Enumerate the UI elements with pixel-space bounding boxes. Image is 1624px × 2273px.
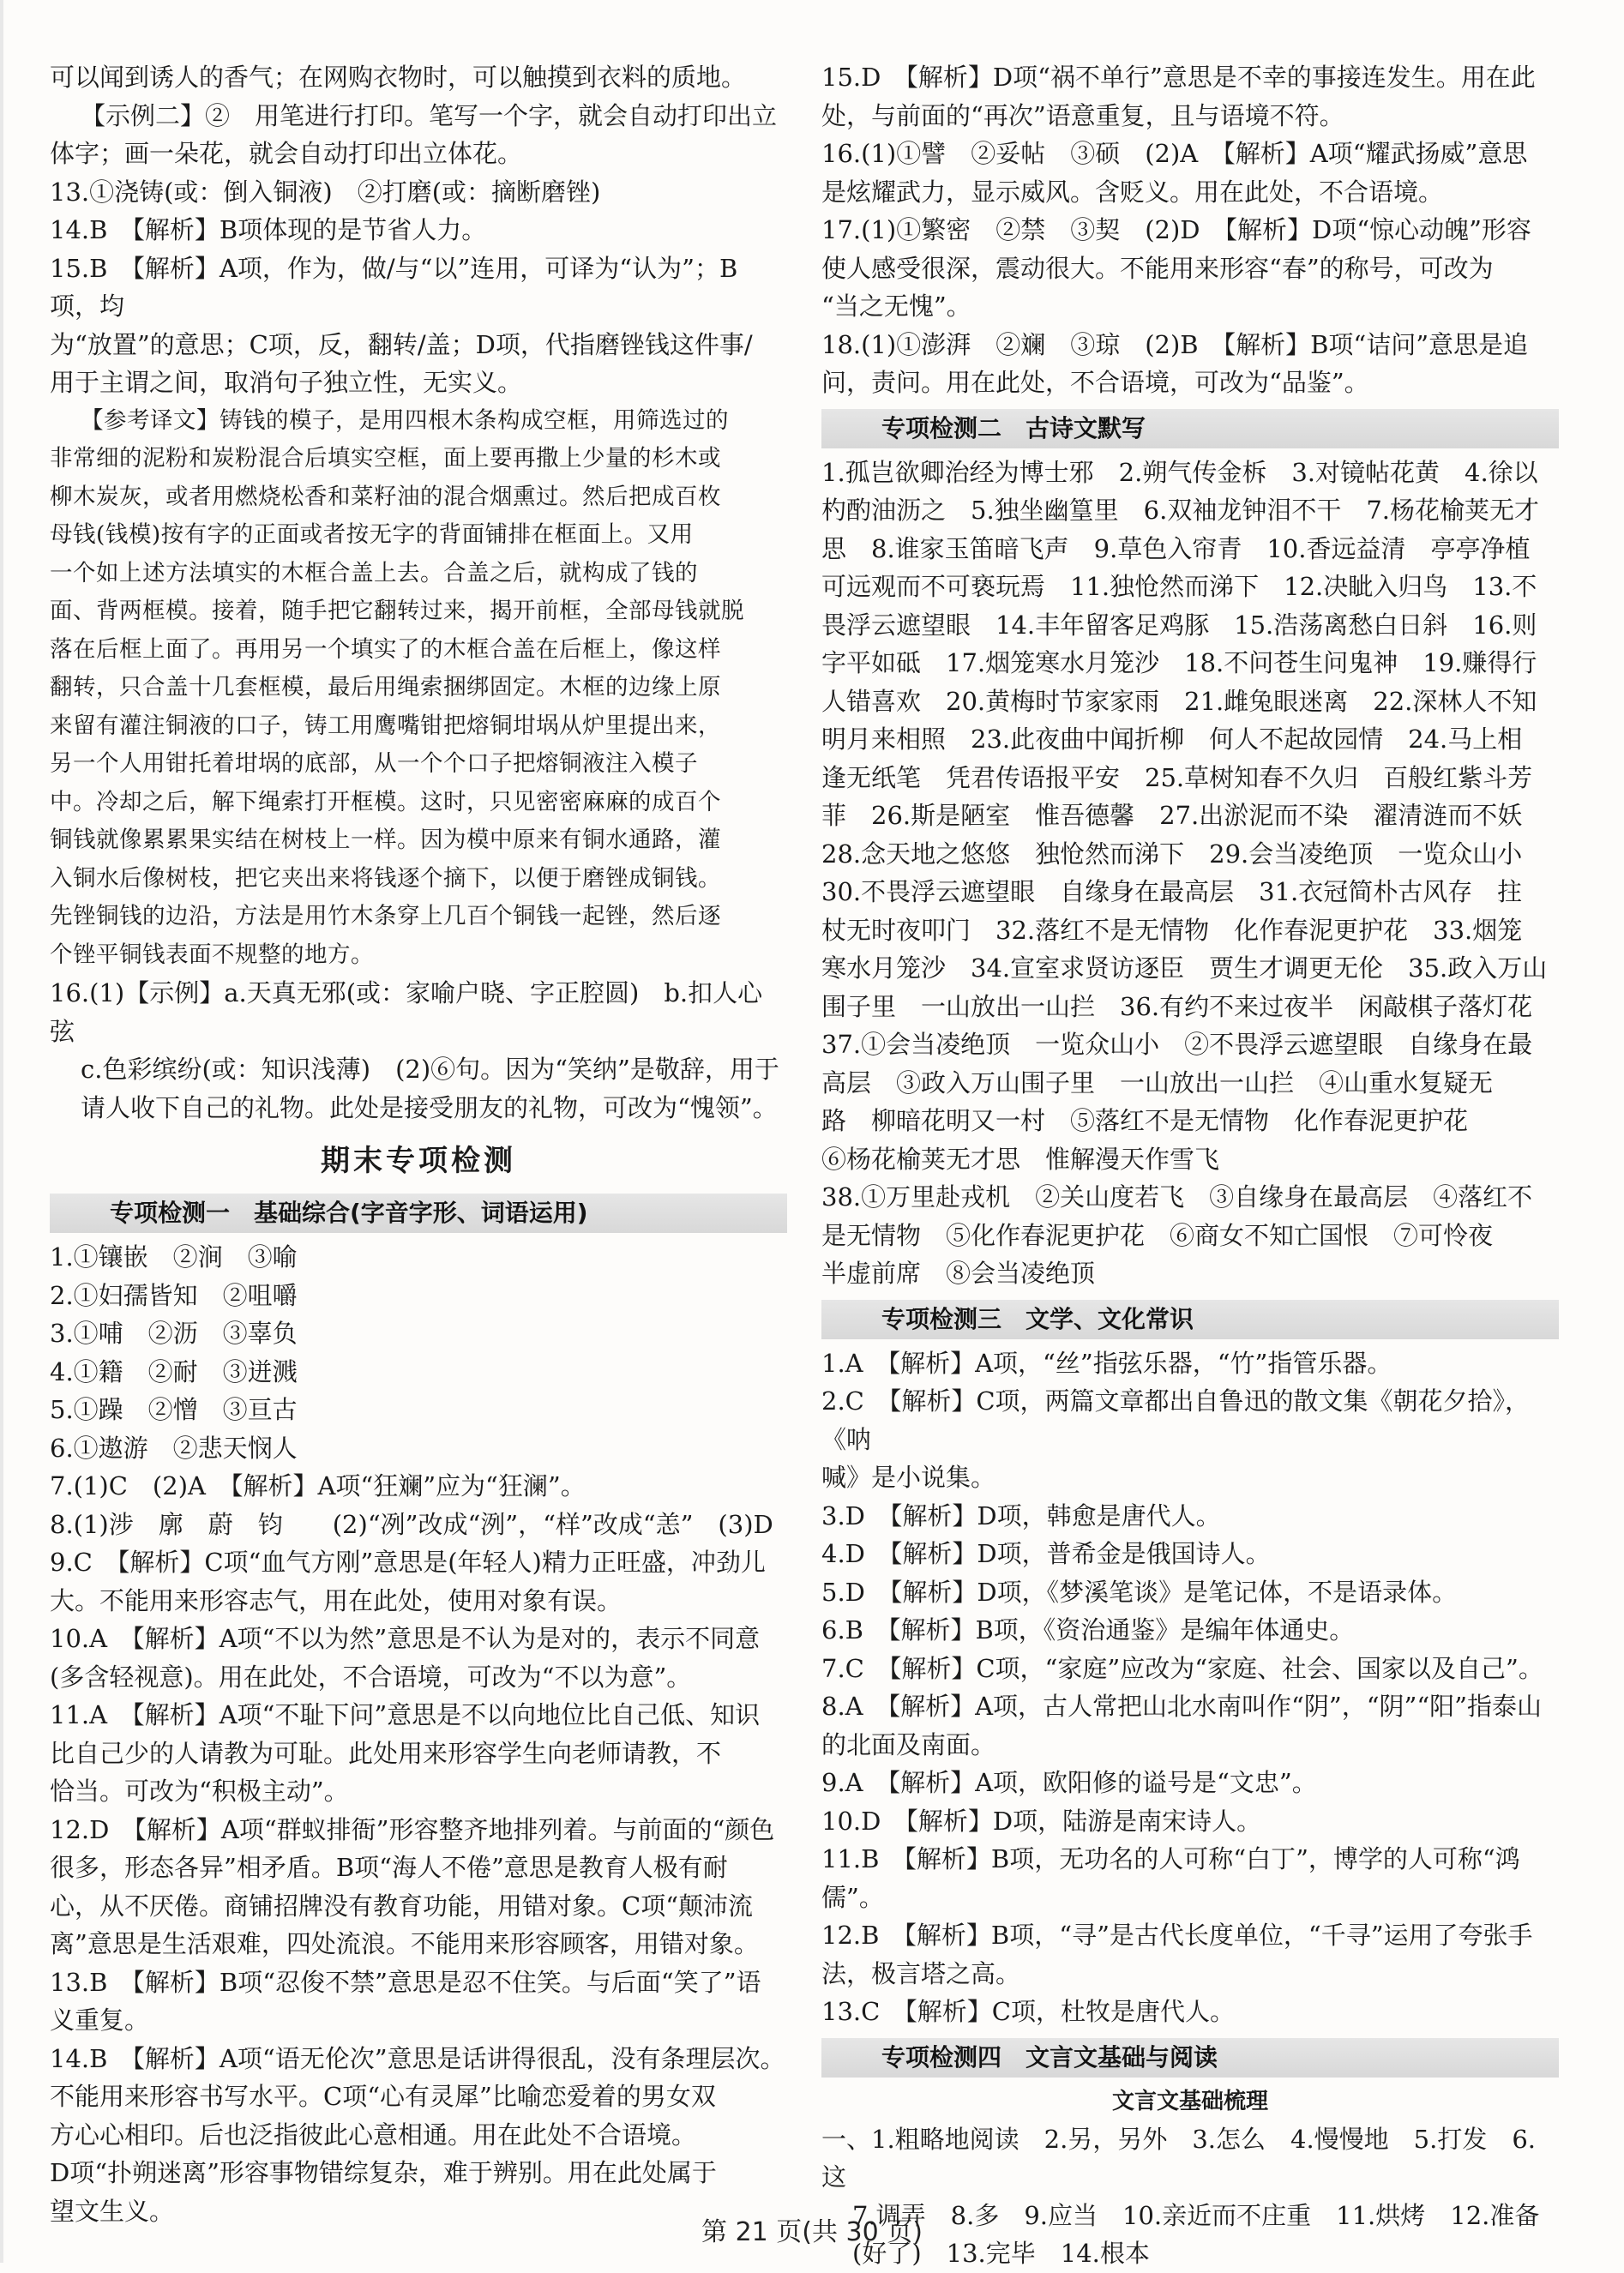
text-line: 请人收下自己的礼物。此处是接受朋友的礼物，可改为“愧领”。 bbox=[81, 1092, 778, 1122]
text-line: 一个如上述方法填实的木框合盖上去。合盖之后，就构成了钱的 bbox=[50, 559, 698, 586]
text-line: 17.(1)①繁密 ②禁 ③契 (2)D 【解析】D项“惊心动魄”形容 bbox=[821, 215, 1531, 244]
text-line: 杖无时夜叩门 32.落红不是无情物 化作春泥更护花 33.烟笼 bbox=[821, 915, 1523, 945]
text-line: “当之无愧”。 bbox=[821, 292, 971, 321]
text-line: (好了) 13.完毕 14.根本 bbox=[852, 2239, 1150, 2268]
text-line: 个锉平铜钱表面不规整的地方。 bbox=[50, 941, 374, 968]
section-bar-4: 专项检测四 文言文基础与阅读 bbox=[821, 2038, 1559, 2078]
text-line: 围子里 一山放出一山拦 36.有约不来过夜半 闲敲棋子落灯花 bbox=[821, 991, 1533, 1021]
left-answers-part2 bbox=[50, 1238, 787, 2230]
text-line: 很多，形态各异”相矛盾。B项“海人不倦”意思是教育人极有耐 bbox=[50, 1853, 728, 1882]
right-answers-part2 bbox=[821, 454, 1559, 1293]
text-line: 来留有灌注铜液的口子，铸工用鹰嘴钳把熔铜坩埚从炉里提出来， bbox=[50, 712, 721, 739]
text-line: 9.A 【解析】A项，欧阳修的谥号是“文忠”。 bbox=[821, 1768, 1317, 1797]
text-line: 18.(1)①澎湃 ②斓 ③琼 (2)B 【解析】B项“诘问”意思是追 bbox=[821, 329, 1529, 359]
text-line: 另一个人用钳托着坩埚的底部，从一个个口子把熔铜液注入模子 bbox=[50, 750, 698, 777]
text-line: 6.B 【解析】B项，《资治通鉴》是编年体通史。 bbox=[821, 1615, 1355, 1645]
text-line: 问，责问。用在此处，不合语境，可改为“品鉴”。 bbox=[821, 368, 1369, 397]
right-answers-part4 bbox=[821, 2120, 1559, 2273]
text-line: 13.C 【解析】C项，杜牧是唐代人。 bbox=[821, 1997, 1235, 2026]
text-line: 离”意思是生活艰难，四处流浪。不能用来形容顾客，用错对象。 bbox=[50, 1929, 759, 1958]
text-line: 面、背两框模。接着，随手把它翻转过来，揭开前框，全部母钱就脱 bbox=[50, 598, 744, 624]
text-line: 路 柳暗花明又一村 ⑤落红不是无情物 化作春泥更护花 bbox=[821, 1106, 1469, 1135]
page-footer: 第 21 页(共 30 页) bbox=[701, 2217, 923, 2247]
text-line: 28.念天地之悠悠 独怆然而涕下 29.会当凌绝顶 一览众山小 bbox=[821, 839, 1523, 869]
left-column bbox=[50, 58, 787, 2230]
text-line: 30.不畏浮云遮望眼 自缘身在最高层 31.衣冠简朴古风存 拄 bbox=[821, 877, 1523, 906]
text-line: 望文生义。 bbox=[50, 2196, 175, 2226]
text-line: 16.(1)①譬 ②妥帖 ③硕 (2)A 【解析】A项“耀武扬威”意思 bbox=[821, 139, 1528, 168]
text-line: D项“扑朔迷离”形容事物错综复杂，难于辨别。用在此处属于 bbox=[50, 2158, 717, 2187]
text-line: 翻转，只合盖十几套框模，最后用绳索捆绑固定。木框的边缘上原 bbox=[50, 674, 721, 701]
text-line: 【参考译文】铸钱的模子，是用四根木条构成空框，用筛选过的 bbox=[81, 406, 729, 434]
text-line: 柳木炭灰，或者用燃烧松香和菜籽油的混合烟熏过。然后把成百枚 bbox=[50, 483, 721, 510]
text-line: 3.D 【解析】D项，韩愈是唐代人。 bbox=[821, 1500, 1221, 1530]
text-line: 可远观而不可亵玩焉 11.独怆然而涕下 12.决眦入归鸟 13.不 bbox=[821, 572, 1537, 601]
text-line: 一、1.粗略地阅读 2.另，另外 3.怎么 4.慢慢地 5.打发 6.这 bbox=[821, 2124, 1537, 2192]
text-line: 人错喜欢 20.黄梅时节家家雨 21.雌兔眼迷离 22.深林人不知 bbox=[821, 686, 1537, 716]
text-line: 10.A 【解析】A项“不以为然”意思是不认为是对的，表示不同意 bbox=[50, 1624, 761, 1653]
text-line: 8.A 【解析】A项，古人常把山北水南叫作“阴”，“阴”“阳”指泰山 bbox=[821, 1692, 1543, 1721]
text-line: 7.调弄 8.多 9.应当 10.亲近而不庄重 11.烘烤 12.准备 bbox=[852, 2200, 1540, 2230]
text-line: 杓酌油沥之 5.独坐幽篁里 6.双袖龙钟泪不干 7.杨花榆荚无才 bbox=[821, 496, 1540, 525]
text-line: 非常细的泥粉和炭粉混合后填实空框，面上要再撒上少量的杉木或 bbox=[50, 445, 721, 472]
section-bar-3: 专项检测三 文学、文化常识 bbox=[821, 1300, 1559, 1339]
text-line: 思 8.谁家玉笛暗飞声 9.草色入帘青 10.香远益清 亭亭净植 bbox=[821, 533, 1531, 563]
text-line: ⑥杨花榆荚无才思 惟解漫天作雪飞 bbox=[821, 1144, 1220, 1174]
text-line: 落在后框上面了。再用另一个填实了的木框合盖在后框上，像这样 bbox=[50, 635, 721, 663]
text-line: 6.①遨游 ②悲天悯人 bbox=[50, 1433, 298, 1463]
text-line: 大。不能用来形容志气，用在此处，使用对象有误。 bbox=[50, 1585, 623, 1615]
section-bar-1: 专项检测一 基础综合(字音字形、词语运用) bbox=[50, 1194, 787, 1233]
text-line: 字平如砥 17.烟笼寒水月笼沙 18.不问苍生问鬼神 19.赚得行 bbox=[821, 648, 1537, 677]
text-line: 心，从不厌倦。商铺招牌没有教育功能，用错对象。C项“颠沛流 bbox=[50, 1891, 754, 1921]
text-line: 方心心相印。后也泛指彼此心意相通。用在此处不合语境。 bbox=[50, 2120, 697, 2150]
text-line: 高层 ③政入万山围子里 一山放出一山拦 ④山重水复疑无 bbox=[821, 1067, 1494, 1097]
text-line: 中。冷却之后，解下绳索打开框模。这时，只见密密麻麻的成百个 bbox=[50, 788, 721, 815]
section-main-title: 期末专项检测 bbox=[321, 1144, 516, 1178]
text-line: 9.C 【解析】C项“血气方刚”意思是(年轻人)精力正旺盛，冲劲儿 bbox=[50, 1548, 766, 1577]
text-line: 义重复。 bbox=[50, 2005, 150, 2035]
text-line: 14.B 【解析】A项“语无伦次”意思是话讲得很乱，没有条理层次。 bbox=[50, 2043, 785, 2073]
text-line: 8.(1)涉 廓 蔚 钧 (2)“冽”改成“洌”，“样”改成“恙” (3)D bbox=[50, 1509, 773, 1539]
text-line: 11.B 【解析】B项，无功名的人可称“白丁”，博学的人可称“鸿儒”。 bbox=[821, 1844, 1520, 1912]
text-line: 1.A 【解析】A项，“丝”指弦乐器，“竹”指管乐器。 bbox=[821, 1348, 1392, 1378]
text-line: 可以闻到诱人的香气；在网购衣物时，可以触摸到衣料的质地。 bbox=[50, 63, 747, 92]
text-line: 菲 26.斯是陋室 惟吾德馨 27.出淤泥而不染 濯清涟而不妖 bbox=[821, 801, 1523, 830]
text-line: 13.①浇铸(或：倒入铜液) ②打磨(或：摘断磨锉) bbox=[50, 177, 601, 207]
text-line: 【示例二】② 用笔进行打印。笔写一个字，就会自动打印出立 bbox=[81, 100, 778, 130]
text-line: 为“放置”的意思；C项，反，翻转/盖；D项，代指磨锉钱这件事/ bbox=[50, 329, 753, 359]
text-line: 1.①镶嵌 ②涧 ③喻 bbox=[50, 1242, 298, 1272]
text-line: 恰当。可改为“积极主动”。 bbox=[50, 1777, 349, 1806]
section-bar-2: 专项检测二 古诗文默写 bbox=[821, 409, 1559, 448]
text-line: 处，与前面的“再次”语意重复，且与语境不符。 bbox=[821, 100, 1344, 130]
text-line: 4.①籍 ②耐 ③迸溅 bbox=[50, 1356, 298, 1386]
right-column bbox=[821, 58, 1559, 2273]
text-line: 12.D 【解析】A项“群蚁排衙”形容整齐地排列着。与前面的“颜色 bbox=[50, 1814, 775, 1844]
text-line: 喊》是小说集。 bbox=[821, 1463, 996, 1492]
text-line: 13.B 【解析】B项“忍俊不禁”意思是忍不住笑。与后面“笑了”语 bbox=[50, 1967, 761, 1997]
text-line: 4.D 【解析】D项，普希金是俄国诗人。 bbox=[821, 1539, 1271, 1568]
text-line: 7.C 【解析】C项，“家庭”应改为“家庭、社会、国家以及自己”。 bbox=[821, 1653, 1543, 1683]
text-line: 2.①妇孺皆知 ②咀嚼 bbox=[50, 1280, 298, 1310]
text-line: 寒水月笼沙 34.宣室求贤访逐臣 贾生才调更无伦 35.政入万山 bbox=[821, 953, 1548, 983]
text-line: 比自己少的人请教为可耻。此处用来形容学生向老师请教，不 bbox=[50, 1738, 722, 1768]
scan-edge bbox=[0, 0, 3, 2263]
text-line: 15.B 【解析】A项，作为，做/与“以”连用，可译为“认为”；B项，均 bbox=[50, 253, 738, 321]
text-line: 体字；画一朵花，就会自动打印出立体花。 bbox=[50, 139, 523, 168]
text-line: 5.①躁 ②憎 ③亘古 bbox=[50, 1395, 298, 1424]
text-line: 用于主谓之间，取消句子独立性，无实义。 bbox=[50, 368, 523, 397]
text-line: 半虚前席 ⑧会当凌绝顶 bbox=[821, 1259, 1096, 1288]
text-line: 7.(1)C (2)A 【解析】A项“狂斓”应为“狂澜”。 bbox=[50, 1471, 586, 1500]
text-line: 12.B 【解析】B项，“寻”是古代长度单位，“千寻”运用了夸张手 bbox=[821, 1921, 1533, 1950]
text-line: 逢无纸笔 凭君传语报平安 25.草树知春不久归 百般红紫斗芳 bbox=[821, 762, 1533, 792]
text-line: 明月来相照 23.此夜曲中闻折柳 何人不起故园情 24.马上相 bbox=[821, 725, 1523, 754]
text-line: c.色彩缤纷(或：知识浅薄) (2)⑥句。因为“笑纳”是敬辞，用于 bbox=[81, 1055, 779, 1084]
text-line: 先锉铜钱的边沿，方法是用竹木条穿上几百个铜钱一起锉，然后逐 bbox=[50, 903, 721, 929]
text-line: 是无情物 ⑤化作春泥更护花 ⑥商女不知亡国恨 ⑦可怜夜 bbox=[821, 1220, 1494, 1250]
text-line: 38.①万里赴戎机 ②关山度若飞 ③自缘身在最高层 ④落红不 bbox=[821, 1182, 1533, 1212]
text-line: 16.(1)【示例】a.天真无邪(或：家喻户晓、字正腔圆) b.扣人心弦 bbox=[50, 978, 763, 1046]
text-line: 14.B 【解析】B项体现的是节省人力。 bbox=[50, 215, 487, 244]
text-line: 不能用来形容书写水平。C项“心有灵犀”比喻恋爱着的男女双 bbox=[50, 2082, 716, 2111]
subsection-title: 文言文基础梳理 bbox=[1111, 2088, 1268, 2114]
text-line: 1.孤岂欲卿治经为博士邪 2.朔气传金柝 3.对镜帖花黄 4.徐以 bbox=[821, 457, 1538, 487]
text-line: 10.D 【解析】D项，陆游是南宋诗人。 bbox=[821, 1806, 1262, 1836]
text-line: 法，极言塔之高。 bbox=[821, 1958, 1021, 1988]
left-answers-part1 bbox=[50, 58, 787, 1127]
text-line: 37.①会当凌绝顶 一览众山小 ②不畏浮云遮望眼 自缘身在最 bbox=[821, 1030, 1533, 1059]
text-line: 3.①哺 ②沥 ③辜负 bbox=[50, 1319, 298, 1348]
text-line: 畏浮云遮望眼 14.丰年留客足鸡豚 15.浩荡离愁白日斜 16.则 bbox=[821, 610, 1537, 640]
text-line: 5.D 【解析】D项，《梦溪笔谈》是笔记体，不是语录体。 bbox=[821, 1577, 1458, 1607]
text-line: (多含轻视意)。用在此处，不合语境，可改为“不以为意”。 bbox=[50, 1662, 692, 1692]
text-line: 的北面及南面。 bbox=[821, 1729, 996, 1759]
text-line: 母钱(钱模)按有字的正面或者按无字的背面铺排在框面上。又用 bbox=[50, 521, 694, 548]
text-line: 11.A 【解析】A项“不耻下问”意思是不以向地位比自己低、知识 bbox=[50, 1700, 761, 1729]
text-line: 铜钱就像累累果实结在树枝上一样。因为模中原来有铜水通路，灌 bbox=[50, 827, 721, 853]
right-answers-part1 bbox=[821, 58, 1559, 402]
text-line: 是炫耀武力，显示威风。含贬义。用在此处，不合语境。 bbox=[821, 177, 1444, 207]
text-line: 2.C 【解析】C项，两篇文章都出自鲁迅的散文集《朝花夕拾》，《呐 bbox=[821, 1386, 1531, 1454]
text-line: 使人感受很深，震动很大。不能用来形容“春”的称号，可改为 bbox=[821, 253, 1494, 283]
text-line: 入铜水后像树枝，把它夹出来将钱逐个摘下，以便于磨锉成铜钱。 bbox=[50, 864, 721, 892]
right-answers-part3 bbox=[821, 1344, 1559, 2031]
text-line: 15.D 【解析】D项“祸不单行”意思是不幸的事接连发生。用在此 bbox=[821, 63, 1536, 92]
